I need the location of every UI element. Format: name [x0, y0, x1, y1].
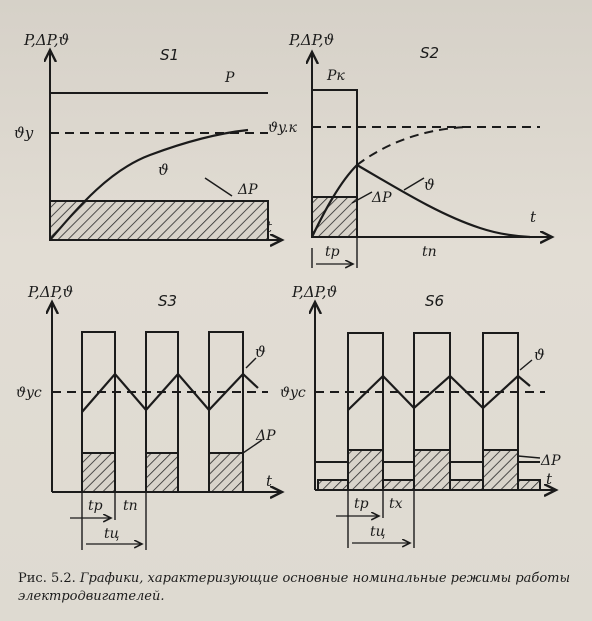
panel-s1	[50, 50, 282, 240]
s6-t-label: t	[546, 470, 553, 488]
s6-dp-label: ΔP	[541, 453, 561, 469]
s2-tn-label: tп	[422, 244, 437, 260]
s6-y-axis-label: P,ΔP,ϑ	[292, 283, 338, 301]
figure-caption	[18, 570, 578, 606]
s2-p-label: Pк	[327, 68, 345, 84]
s6-title: S6	[425, 292, 445, 310]
s2-v-curve-label: ϑ	[424, 176, 435, 194]
s3-dp-area-2	[146, 453, 178, 492]
s6-dp-area-1	[348, 450, 383, 490]
s6-tx-label: tx	[389, 496, 403, 512]
panel-s6	[315, 302, 556, 548]
s6-dp-idle-3	[450, 480, 483, 490]
s3-dp-label: ΔP	[256, 428, 276, 444]
panel-s3	[52, 302, 282, 550]
s1-title: S1	[160, 46, 180, 64]
s3-dp-area-1	[82, 453, 115, 492]
s2-dp-label: ΔP	[372, 190, 392, 206]
s1-y-axis-label: P,ΔP,ϑ	[24, 31, 70, 49]
s6-dp-idle-1	[318, 480, 348, 490]
s6-dp-area-3	[483, 450, 518, 490]
s6-v-curve-label: ϑ	[534, 346, 545, 364]
s6-tp-label: tp	[354, 496, 369, 512]
caption-text: Графики, характеризующие основные номинальные режимы работы электродвигателей.	[18, 571, 571, 604]
caption-prefix: Рис. 5.2.	[18, 571, 76, 586]
s3-tp-label: tp	[88, 498, 103, 514]
s3-tn-label: tп	[123, 498, 138, 514]
s6-v-level-label: ϑyc	[280, 385, 306, 401]
s3-title: S3	[158, 292, 178, 310]
s2-v-level-label: ϑy.к	[268, 120, 297, 136]
s1-t-label: t	[266, 218, 273, 236]
s1-dp-label: ΔP	[238, 182, 258, 198]
s3-tc-label: tц	[104, 526, 120, 542]
s1-dp-area	[50, 201, 268, 240]
s3-v-level-label: ϑyc	[16, 385, 42, 401]
s2-dp-area	[312, 197, 357, 237]
s1-v-curve-label: ϑ	[158, 161, 169, 179]
s3-dp-area-3	[209, 453, 243, 492]
s2-tp-label: tp	[325, 244, 340, 260]
s3-y-axis-label: P,ΔP,ϑ	[28, 283, 74, 301]
s6-dp-idle-2	[383, 480, 414, 490]
panel-s2	[312, 52, 552, 268]
s1-v-level-label: ϑy	[14, 124, 34, 142]
s2-t-label: t	[530, 208, 537, 226]
s6-dp-idle-4	[518, 480, 540, 490]
s6-dp-area-2	[414, 450, 450, 490]
s3-t-label: t	[266, 472, 273, 490]
s2-y-axis-label: P,ΔP,ϑ	[289, 31, 335, 49]
s2-v-heating-continued	[357, 127, 470, 165]
s2-title: S2	[420, 44, 440, 62]
s1-p-label: P	[225, 70, 235, 86]
s3-v-curve	[82, 374, 258, 412]
s6-tc-label: tц	[370, 524, 386, 540]
s3-v-curve-label: ϑ	[255, 343, 266, 361]
